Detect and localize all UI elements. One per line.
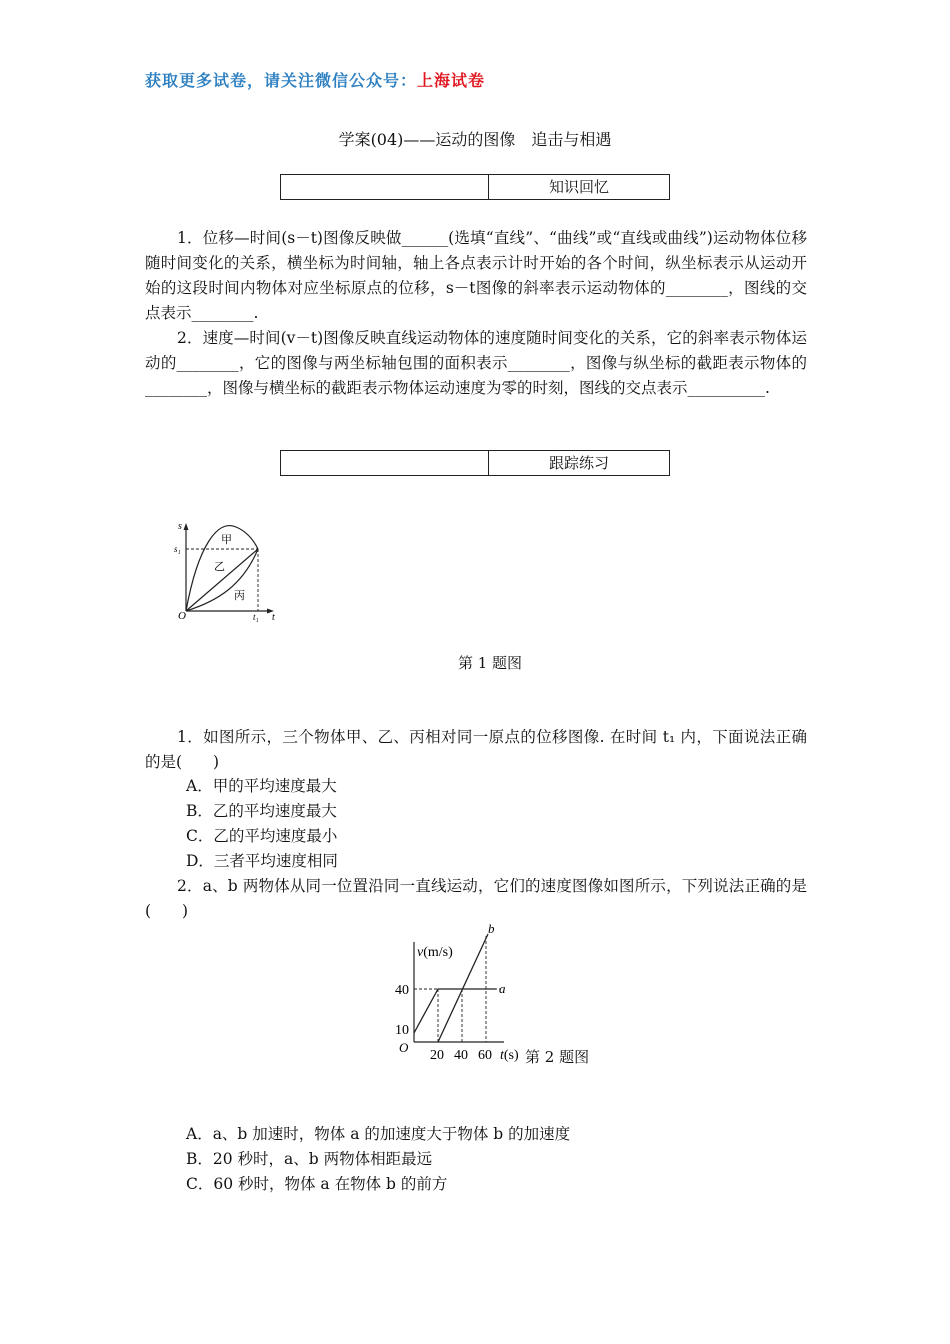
fig1-label-yi: 乙 bbox=[214, 561, 225, 573]
fig1-label-t: t bbox=[272, 612, 275, 623]
fig2-origin: O bbox=[399, 1040, 409, 1055]
section-label-review: 知识回忆 bbox=[488, 175, 669, 199]
q1-option-b: B．乙的平均速度最大 bbox=[186, 802, 337, 820]
promo-highlight: 上海试卷 bbox=[417, 71, 486, 90]
figure-2-vt-graph bbox=[392, 918, 527, 1066]
fig1-label-s: s bbox=[178, 521, 182, 532]
section-header-practice bbox=[280, 450, 670, 476]
fig1-label-o: O bbox=[178, 610, 186, 622]
fig1-label-s1: s₁ bbox=[174, 544, 181, 554]
section-header-review bbox=[280, 174, 670, 200]
figure-1-caption: 第 1 题图 bbox=[457, 654, 523, 672]
fig2-label-a: a bbox=[499, 981, 506, 996]
fig2-v-axis-label: v(m/s) bbox=[417, 945, 453, 960]
fig2-line-a bbox=[414, 989, 496, 1033]
q1-option-a: A．甲的平均速度最大 bbox=[186, 777, 337, 795]
figure-1-st-graph bbox=[168, 515, 288, 627]
promo-banner bbox=[145, 68, 485, 91]
figure-2-caption: 第 2 题图 bbox=[525, 1048, 590, 1066]
fig1-line-yi bbox=[186, 549, 258, 611]
page-title: 学案(04)——运动的图像 追击与相遇 bbox=[338, 130, 612, 149]
fig2-tick-60: 60 bbox=[478, 1048, 492, 1063]
fig1-label-jia: 甲 bbox=[221, 534, 232, 546]
fig2-tick-40: 40 bbox=[395, 983, 409, 998]
q1-option-c: C．乙的平均速度最小 bbox=[186, 827, 338, 845]
fig2-t-axis-label: t(s) bbox=[500, 1048, 519, 1063]
fig1-y-arrow bbox=[184, 523, 189, 530]
review-paragraph-1: 1．位移—时间(s－t)图像反映做______(选填“直线”、“曲线”或“直线或曲线”)运动物体位移随时间变化的关系，横坐标为时间轴，轴上各点表示计时开始的各个时间，纵坐标表示从运动开始的这段时间内物体对应坐标原点的位移，s－t图像的斜率表示运动物体的________，图线的交点表示________. bbox=[145, 229, 807, 322]
promo-text: 获取更多试卷，请关注微信公众号： bbox=[145, 71, 418, 90]
fig2-label-b: b bbox=[488, 921, 495, 936]
question-2-stem: 2．a、b 两物体从同一位置沿同一直线运动，它们的速度图像如图所示，下列说法正确的是( ) bbox=[145, 877, 807, 920]
fig2-tick-20: 20 bbox=[430, 1048, 444, 1063]
q2-option-b: B．20 秒时，a、b 两物体相距最远 bbox=[186, 1150, 433, 1168]
question-1-stem: 1．如图所示，三个物体甲、乙、丙相对同一原点的位移图像. 在时间 t₁ 内，下面说法正确的是( ) bbox=[145, 728, 807, 771]
q2-option-c: C．60 秒时，物体 a 在物体 b 的前方 bbox=[186, 1175, 448, 1193]
fig2-tick-10: 10 bbox=[395, 1023, 409, 1038]
q2-option-a: A．a、b 加速时，物体 a 的加速度大于物体 b 的加速度 bbox=[186, 1125, 571, 1143]
fig1-label-t1: t₁ bbox=[253, 612, 259, 622]
fig2-tick-x40: 40 bbox=[454, 1048, 468, 1063]
fig1-label-bing: 丙 bbox=[234, 590, 245, 602]
q1-option-d: D．三者平均速度相同 bbox=[186, 852, 338, 870]
review-paragraph-2: 2．速度—时间(v－t)图像反映直线运动物体的速度随时间变化的关系，它的斜率表示物体运动的________，它的图像与两坐标轴包围的面积表示________，图像与纵坐标的截距表示物体的________，图像与横坐标的截距表示物体运动速度为零的时刻，图线的交点表示__________. bbox=[145, 329, 807, 397]
section-label-practice: 跟踪练习 bbox=[488, 451, 669, 475]
